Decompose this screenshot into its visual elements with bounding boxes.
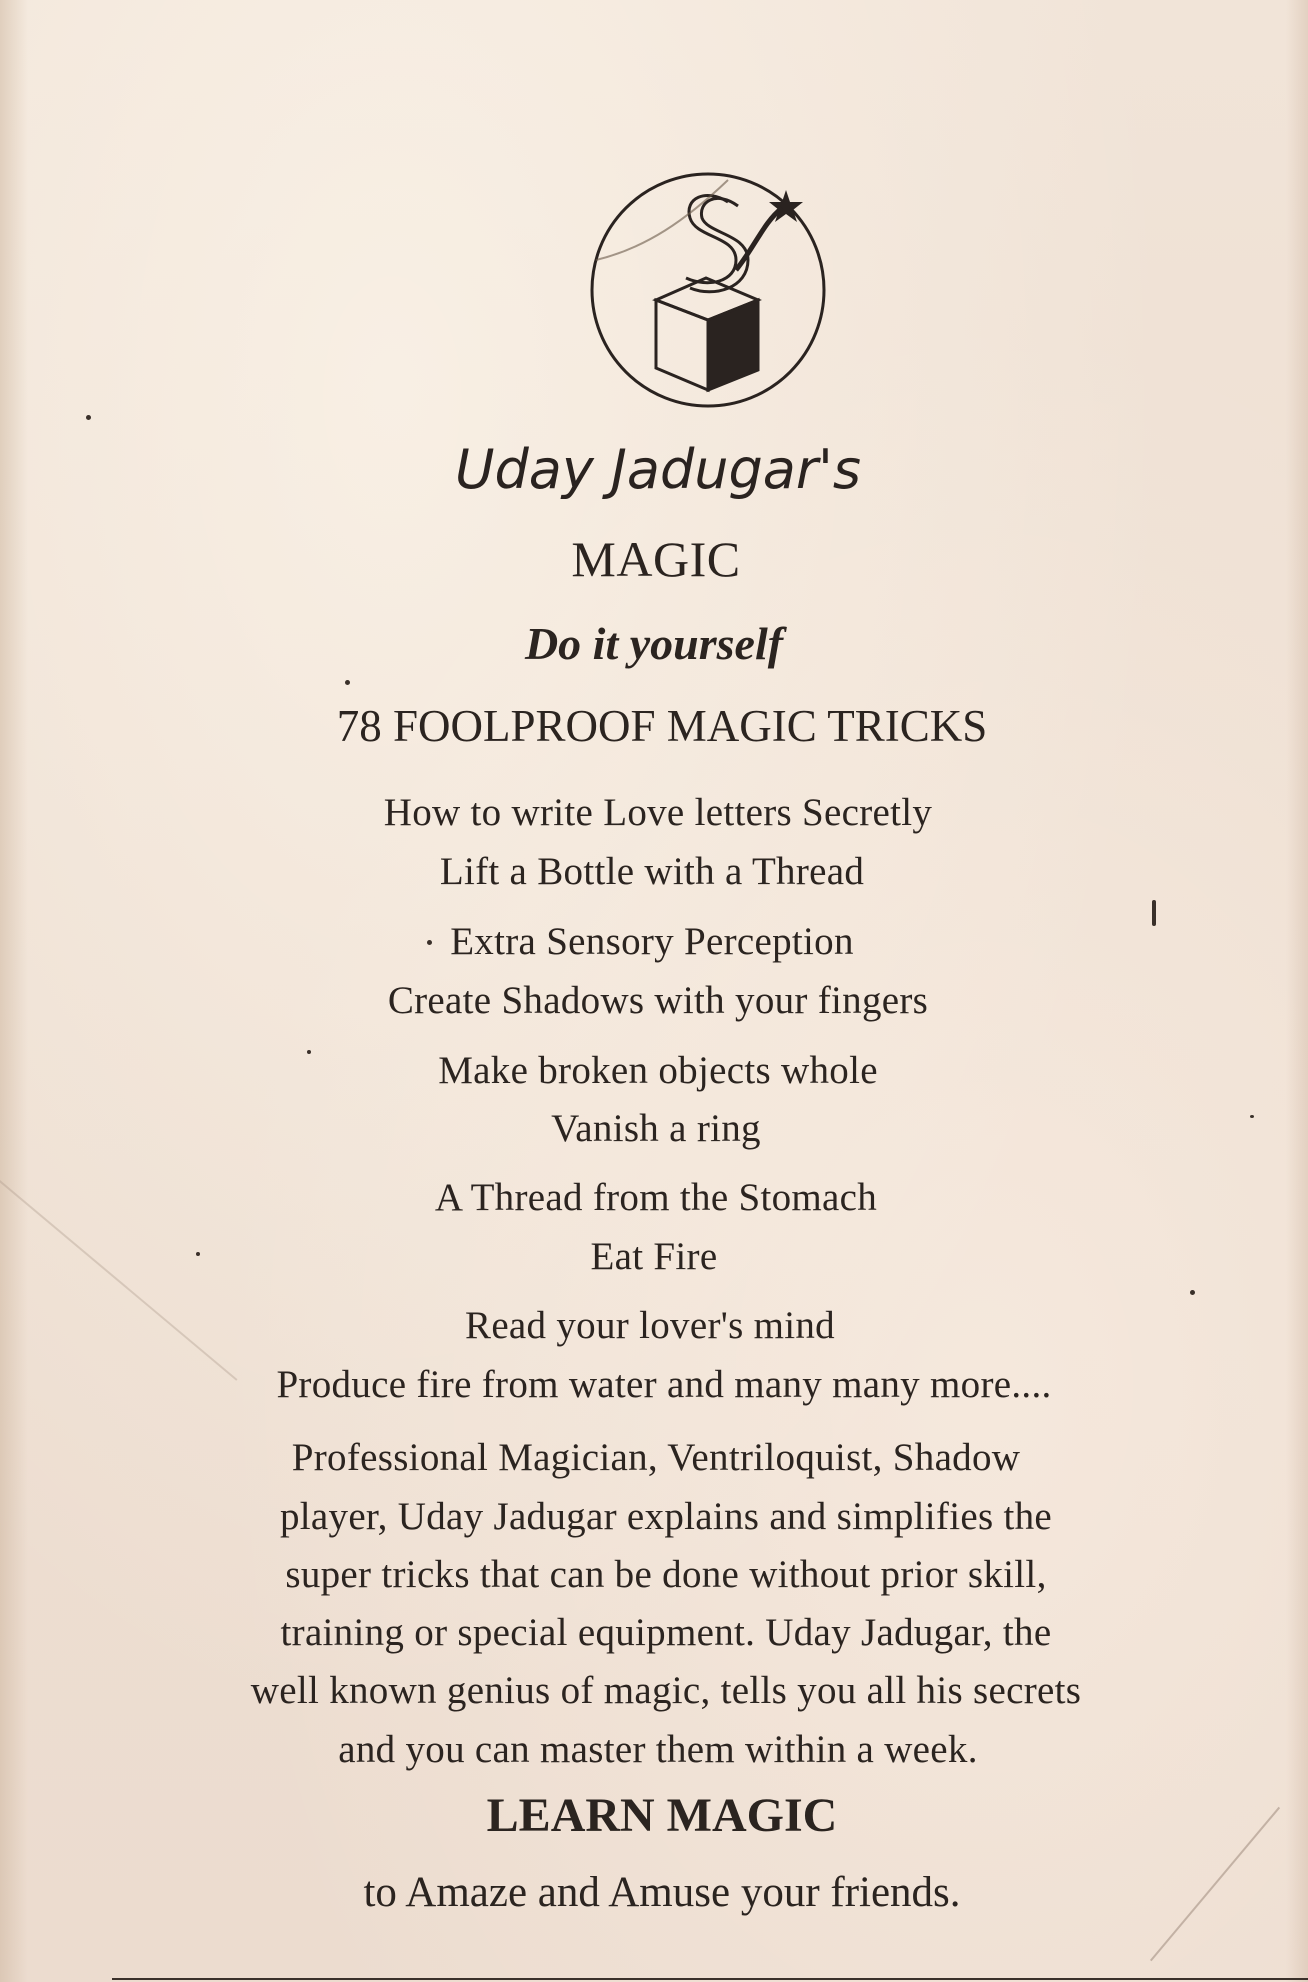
trick-item: How to write Love letters Secretly <box>383 791 933 834</box>
ink-speck <box>196 1252 200 1256</box>
description-line: Professional Magician, Ventriloquist, Shadow <box>291 1436 1021 1479</box>
description-line: player, Uday Jadugar explains and simplifies the <box>279 1495 1053 1538</box>
bottom-rule <box>112 1978 1308 1980</box>
magic-box-logo-icon <box>586 160 836 410</box>
book-subtitle: Do it yourself <box>524 618 784 669</box>
tricks-count-heading: 78 FOOLPROOF MAGIC TRICKS <box>336 701 988 751</box>
trick-item: A Thread from the Stomach <box>434 1176 878 1219</box>
description-line: super tricks that can be done without prior skill, <box>285 1553 1047 1596</box>
ink-speck <box>1152 900 1156 926</box>
learn-magic-heading: LEARN MAGIC <box>486 1789 838 1842</box>
description-line: and you can master them within a week. <box>338 1728 978 1771</box>
description-line: training or special equipment. Uday Jadugar, the <box>280 1611 1052 1654</box>
trick-item: Vanish a ring <box>551 1107 761 1150</box>
ink-speck <box>1250 1115 1254 1118</box>
ink-speck <box>307 1050 311 1054</box>
trick-item: Make broken objects whole <box>438 1049 878 1092</box>
trick-item: Read your lover's mind <box>465 1304 835 1347</box>
trick-item: Create Shadows with your fingers <box>387 979 929 1022</box>
tagline: to Amaze and Amuse your friends. <box>363 1869 961 1916</box>
ink-speck <box>427 940 432 945</box>
author-title: Uday Jadugar's <box>454 438 862 501</box>
trick-item: Produce fire from water and many many more.... <box>276 1363 1052 1406</box>
ink-speck <box>345 680 350 685</box>
trick-item: Lift a Bottle with a Thread <box>439 850 865 893</box>
ink-speck <box>86 415 91 420</box>
trick-item: Extra Sensory Perception <box>450 920 854 963</box>
ink-speck <box>1190 1290 1195 1295</box>
book-title: MAGIC <box>571 531 741 587</box>
trick-item: Eat Fire <box>590 1235 718 1278</box>
description-line: well known genius of magic, tells you all his secrets <box>250 1669 1082 1712</box>
